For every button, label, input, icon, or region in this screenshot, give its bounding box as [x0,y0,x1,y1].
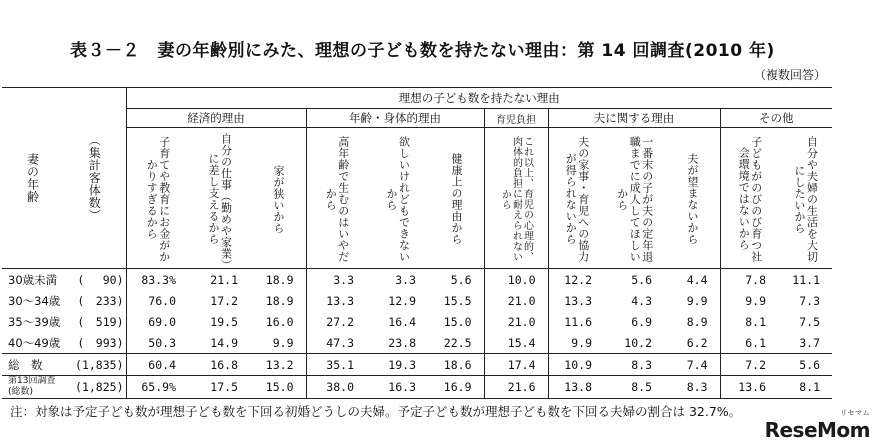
table-row [2,332,832,354]
cell-value: 5.6 [778,354,832,376]
col-header: 夫が望まないから [664,128,720,269]
group-childcare: 育児負担 [484,109,548,128]
cell-value: 9.9 [686,293,708,308]
col-header: これ以上、育児の心理的、肉体的負担に耐えられないから [484,128,548,269]
cell-value: 7.8 [720,269,778,291]
cell-value: 13.8 [548,376,604,399]
col-header: 子育てや教育にお金がかかりすぎるから [126,128,188,269]
cell-value: 6.9 [631,314,652,329]
row-count: ( 519) [77,314,124,329]
cell-value: 13.3 [548,290,604,311]
col-header: 夫の家事・育児への協力が得られないから [548,128,604,269]
row-label: 35～39歳 [8,314,61,329]
row-count: (1,825) [62,376,126,399]
cell-value: 17.4 [484,354,548,376]
cell-value: 11.1 [792,272,820,287]
cell-value: 35.1 [306,354,366,376]
col-header: 自分や夫婦の生活を大切にしたいから [778,128,832,269]
cell-value: 22.5 [443,335,472,350]
table-row [2,290,832,311]
cell-value: 8.3 [664,376,720,399]
row-label: 30歳未満 [8,272,58,287]
row-count: ( 90) [77,272,124,287]
row-label: 総 数 [2,354,62,376]
reasons-table [2,87,832,399]
cell-value: 16.4 [388,314,416,329]
cell-value: 8.3 [604,354,664,376]
cell-value: 13.2 [250,354,306,376]
cell-value: 21.0 [484,290,548,311]
cell-value: 12.2 [548,269,604,291]
group-other: その他 [720,109,832,128]
row-count: ( 233) [77,293,124,308]
cell-value: 9.9 [272,335,294,350]
cell-value: 5.6 [450,272,472,287]
row-count: (1,835) [62,354,126,376]
cell-value: 12.9 [388,293,416,308]
cell-value: 69.0 [126,311,188,332]
row-label: 30～34歳 [8,293,61,308]
top-header: 理想の子ども数を持たない理由 [126,88,832,109]
cell-value: 11.6 [548,311,604,332]
cell-value: 27.2 [306,311,366,332]
cell-value: 3.3 [395,272,416,287]
cell-value: 7.4 [664,354,720,376]
cell-value: 65.9% [126,376,188,399]
cell-value: 6.2 [686,335,708,350]
resemom-logo: リセマム ReseMom [764,409,870,442]
table-row [2,311,832,332]
cell-value: 50.3 [126,332,188,354]
cell-value: 16.3 [366,376,428,399]
stub-age-header: 妻の年齢 [2,88,62,269]
cell-value: 13.3 [306,290,366,311]
cell-value: 6.1 [720,332,778,354]
cell-value: 17.5 [188,376,250,399]
footnote: 注：対象は予定子ども数が理想子ども数を下回る初婚どうしの夫婦。予定子ども数が理想子ども数を下回る夫婦の割合は 32.7%。 [10,404,742,419]
cell-value: 23.8 [388,335,416,350]
cell-value: 15.0 [443,314,472,329]
cell-value: 21.6 [484,376,548,399]
stub-count-header: （集計客体数） [62,88,126,269]
cell-value: 10.0 [484,269,548,291]
cell-value: 5.6 [631,272,652,287]
col-header: 自分の仕事（勤めや家業）に差し支えるから [188,128,250,269]
group-economic: 経済的理由 [126,109,306,128]
cell-value: 8.1 [720,311,778,332]
cell-value: 10.9 [548,354,604,376]
row-label: 第13回調査(総数) [2,376,62,399]
col-header: 家が狭いから [250,128,306,269]
cell-value: 16.8 [188,354,250,376]
cell-value: 3.3 [306,269,366,291]
cell-value: 16.0 [265,314,294,329]
cell-value: 7.2 [720,354,778,376]
table-row [2,354,832,376]
cell-value: 18.6 [428,354,484,376]
row-count: ( 993) [77,335,124,350]
row-label: 40～49歳 [8,335,61,350]
cell-value: 8.1 [778,376,832,399]
cell-value: 8.9 [686,314,708,329]
cell-value: 8.5 [604,376,664,399]
multiple-answer-note: （複数回答） [753,68,826,82]
cell-value: 18.9 [265,272,294,287]
cell-value: 76.0 [126,290,188,311]
cell-value: 15.0 [250,376,306,399]
cell-value: 21.0 [484,311,548,332]
col-header: 子どもがのびのび育つ社会環境ではないから [720,128,778,269]
col-header: 欲しいけれどもできないから [366,128,428,269]
col-header: 健康上の理由から [428,128,484,269]
cell-value: 9.9 [720,290,778,311]
table-title: 表３－２ 妻の年齢別にみた、理想の子ども数を持たない理由：第 14 回調査(2010 年) [70,41,775,61]
cell-value: 9.9 [548,332,604,354]
table-row [2,269,832,291]
cell-value: 17.2 [210,293,238,308]
cell-value: 16.9 [428,376,484,399]
group-husband: 夫に関する理由 [548,109,720,128]
cell-value: 15.4 [484,332,548,354]
cell-value: 14.9 [210,335,238,350]
cell-value: 47.3 [306,332,366,354]
col-header: 一番末の子が夫の定年退職までに成人してほしいから [604,128,664,269]
cell-value: 3.7 [799,335,820,350]
group-age-physical: 年齢・身体的理由 [306,109,484,128]
cell-value: 4.3 [631,293,652,308]
col-header: 高年齢で生むのはいやだから [306,128,366,269]
cell-value: 10.2 [624,335,652,350]
cell-value: 18.9 [265,293,294,308]
cell-value: 60.4 [126,354,188,376]
table-row [2,376,832,399]
cell-value: 7.3 [799,293,820,308]
cell-value: 19.3 [366,354,428,376]
cell-value: 19.5 [210,314,238,329]
cell-value: 38.0 [306,376,366,399]
cell-value: 7.5 [799,314,820,329]
cell-value: 21.1 [210,272,238,287]
cell-value: 83.3% [126,269,188,291]
cell-value: 4.4 [686,272,708,287]
cell-value: 15.5 [443,293,472,308]
cell-value: 13.6 [720,376,778,399]
